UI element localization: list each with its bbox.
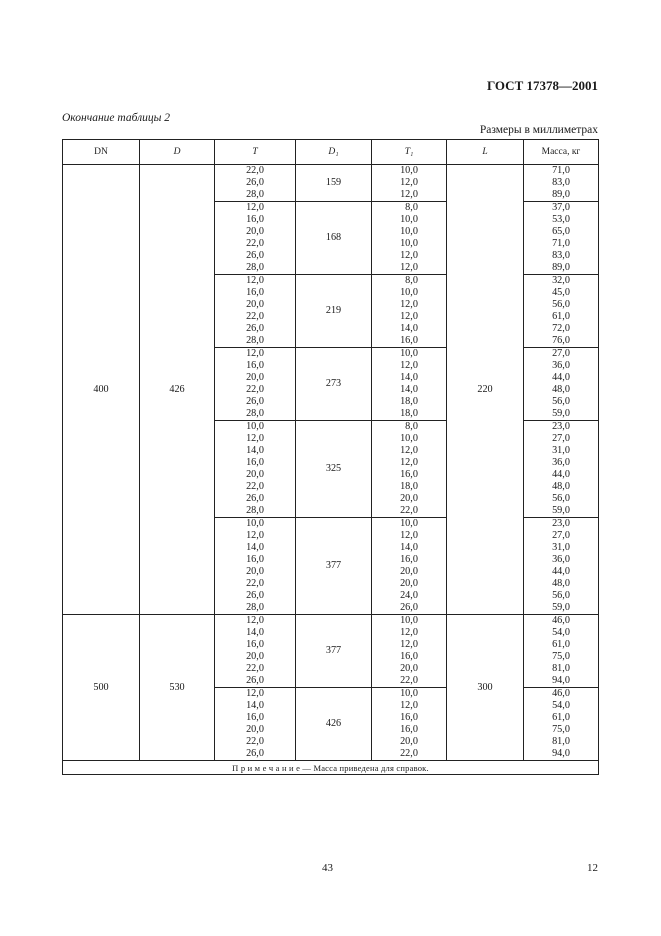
table-value: 83,0 [552, 250, 570, 261]
table-value: 12,0 [400, 360, 418, 371]
table-value: 75,0 [552, 651, 570, 662]
table-value: 20,0 [400, 736, 418, 747]
cell-l: 220 [447, 165, 524, 615]
table-value: 14,0 [400, 323, 418, 334]
table-value: 16,0 [246, 287, 264, 298]
table-value: 56,0 [552, 396, 570, 407]
table-value: 76,0 [552, 335, 570, 346]
table-row [63, 165, 599, 202]
cell-t-values [246, 615, 264, 687]
table-value: 22,0 [246, 165, 264, 176]
table-value: 72,0 [552, 323, 570, 334]
cell-t1-values [400, 615, 418, 687]
table-value: 89,0 [552, 189, 570, 200]
table-value: 20,0 [400, 493, 418, 504]
cell-t [215, 688, 296, 761]
cell-d1: 377 [296, 518, 372, 615]
table-value: 14,0 [246, 627, 264, 638]
table-value: 16,0 [400, 469, 418, 480]
cell-mass [524, 202, 599, 275]
dimensions-table [62, 139, 599, 775]
table-value: 26,0 [246, 590, 264, 601]
table-value: 22,0 [246, 481, 264, 492]
table-value: 59,0 [552, 602, 570, 613]
table-value: 10,0 [400, 165, 418, 176]
cell-mass-values [552, 615, 570, 687]
units-label: Размеры в миллиметрах [479, 124, 598, 136]
cell-t [215, 275, 296, 348]
table-value: 54,0 [552, 700, 570, 711]
table-value: 10,0 [400, 433, 418, 444]
table-value: 12,0 [400, 530, 418, 541]
cell-t [215, 615, 296, 688]
table-value: 14,0 [400, 542, 418, 553]
cell-mass [524, 518, 599, 615]
table-value: 10,0 [400, 688, 418, 699]
table-value: 20,0 [246, 299, 264, 310]
table-row [63, 615, 599, 688]
table-value: 12,0 [400, 445, 418, 456]
cell-t-values [246, 688, 264, 760]
cell-t1-values [400, 275, 418, 347]
table-value: 12,0 [400, 700, 418, 711]
table-value: 20,0 [400, 578, 418, 589]
table-value: 14,0 [400, 384, 418, 395]
table-value: 71,0 [552, 238, 570, 249]
table-value: 56,0 [552, 590, 570, 601]
table-value: 26,0 [246, 250, 264, 261]
cell-mass-values [552, 275, 570, 347]
cell-t1-values [400, 348, 418, 420]
table-value: 12,0 [400, 299, 418, 310]
table-value: 26,0 [400, 602, 418, 613]
cell-t1 [372, 165, 447, 202]
table-value: 27,0 [552, 530, 570, 541]
table-value: 12,0 [246, 433, 264, 444]
table-value: 12,0 [400, 262, 418, 273]
table-value: 16,0 [246, 457, 264, 468]
table-value: 14,0 [400, 372, 418, 383]
table-value: 8,0 [405, 275, 418, 286]
table-value: 56,0 [552, 493, 570, 504]
table-value: 16,0 [246, 712, 264, 723]
table-value: 12,0 [246, 348, 264, 359]
table-value: 12,0 [400, 639, 418, 650]
cell-t-values [246, 518, 264, 614]
table-value: 12,0 [246, 202, 264, 213]
col-header-t1: T₁ [372, 140, 447, 165]
cell-mass [524, 615, 599, 688]
table-value: 45,0 [552, 287, 570, 298]
table-value: 23,0 [552, 518, 570, 529]
table-value: 46,0 [552, 615, 570, 626]
cell-t1 [372, 348, 447, 421]
table-value: 18,0 [400, 396, 418, 407]
table-value: 61,0 [552, 639, 570, 650]
table-value: 16,0 [400, 651, 418, 662]
table-value: 48,0 [552, 384, 570, 395]
cell-t1-values [400, 202, 418, 274]
table-value: 22,0 [246, 311, 264, 322]
cell-t1 [372, 518, 447, 615]
cell-mass [524, 421, 599, 518]
table-value: 20,0 [246, 372, 264, 383]
cell-t [215, 348, 296, 421]
page-number: 43 [322, 862, 333, 874]
table-value: 10,0 [400, 518, 418, 529]
table-value: 18,0 [400, 481, 418, 492]
table-value: 27,0 [552, 348, 570, 359]
table-value: 20,0 [246, 651, 264, 662]
cell-mass-values [552, 688, 570, 760]
cell-mass [524, 165, 599, 202]
cell-t [215, 165, 296, 202]
table-value: 61,0 [552, 712, 570, 723]
table-value: 26,0 [246, 493, 264, 504]
table-value: 48,0 [552, 578, 570, 589]
table-value: 16,0 [400, 712, 418, 723]
table-value: 71,0 [552, 165, 570, 176]
table-value: 23,0 [552, 421, 570, 432]
table-value: 44,0 [552, 372, 570, 383]
table-value: 36,0 [552, 360, 570, 371]
table-caption: Окончание таблицы 2 [62, 112, 170, 124]
table-value: 10,0 [400, 348, 418, 359]
table-value: 22,0 [246, 238, 264, 249]
table-value: 81,0 [552, 736, 570, 747]
cell-d1: 426 [296, 688, 372, 761]
table-value: 12,0 [246, 530, 264, 541]
table-value: 8,0 [405, 421, 418, 432]
cell-mass-values [552, 202, 570, 274]
table-value: 12,0 [400, 189, 418, 200]
note-row [63, 761, 599, 775]
table-value: 28,0 [246, 189, 264, 200]
table-value: 10,0 [246, 518, 264, 529]
table-value: 12,0 [246, 615, 264, 626]
table-value: 20,0 [400, 566, 418, 577]
cell-t1 [372, 421, 447, 518]
cell-mass [524, 688, 599, 761]
cell-d1: 377 [296, 615, 372, 688]
cell-t1 [372, 275, 447, 348]
table-value: 54,0 [552, 627, 570, 638]
cell-mass-values [552, 518, 570, 614]
table-value: 28,0 [246, 602, 264, 613]
table-value: 14,0 [246, 700, 264, 711]
table-value: 59,0 [552, 505, 570, 516]
cell-t-values [246, 275, 264, 347]
table-value: 22,0 [246, 736, 264, 747]
table-value: 31,0 [552, 542, 570, 553]
cell-t1-values [400, 421, 418, 517]
table-value: 14,0 [246, 445, 264, 456]
table-value: 53,0 [552, 214, 570, 225]
table-value: 14,0 [246, 542, 264, 553]
table-value: 12,0 [400, 457, 418, 468]
table-value: 22,0 [246, 578, 264, 589]
table-value: 12,0 [400, 311, 418, 322]
cell-d1: 273 [296, 348, 372, 421]
table-value: 24,0 [400, 590, 418, 601]
cell-t [215, 518, 296, 615]
cell-t1 [372, 202, 447, 275]
table-value: 10,0 [400, 214, 418, 225]
cell-mass-values [552, 421, 570, 517]
table-value: 46,0 [552, 688, 570, 699]
table-value: 28,0 [246, 505, 264, 516]
table-value: 28,0 [246, 262, 264, 273]
col-header-dn: DN [63, 140, 140, 165]
table-value: 22,0 [246, 663, 264, 674]
table-value: 26,0 [246, 177, 264, 188]
cell-t1-values [400, 165, 418, 201]
table-value: 75,0 [552, 724, 570, 735]
table-value: 44,0 [552, 469, 570, 480]
cell-dn: 500 [63, 615, 140, 761]
table-value: 16,0 [246, 554, 264, 565]
table-value: 37,0 [552, 202, 570, 213]
col-header-d1: D₁ [296, 140, 372, 165]
table-note: П р и м е ч а н и е — Масса приведена для справок. [63, 761, 599, 775]
cell-dn: 400 [63, 165, 140, 615]
table-value: 22,0 [246, 384, 264, 395]
cell-d1: 325 [296, 421, 372, 518]
table-value: 94,0 [552, 675, 570, 686]
table-value: 26,0 [246, 675, 264, 686]
table-value: 16,0 [246, 214, 264, 225]
table-value: 26,0 [246, 748, 264, 759]
table-value: 61,0 [552, 311, 570, 322]
table-value: 20,0 [246, 566, 264, 577]
col-header-l: L [447, 140, 524, 165]
table-value: 22,0 [400, 675, 418, 686]
table-value: 20,0 [246, 724, 264, 735]
table-value: 26,0 [246, 396, 264, 407]
table-value: 10,0 [400, 226, 418, 237]
cell-d1: 159 [296, 165, 372, 202]
table-value: 12,0 [246, 688, 264, 699]
cell-d: 426 [140, 165, 215, 615]
table-value: 16,0 [246, 360, 264, 371]
table-value: 12,0 [400, 627, 418, 638]
col-header-mass: Масса, кг [524, 140, 599, 165]
cell-t1 [372, 615, 447, 688]
table-value: 59,0 [552, 408, 570, 419]
table-value: 16,0 [400, 724, 418, 735]
cell-t1-values [400, 688, 418, 760]
table-value: 18,0 [400, 408, 418, 419]
cell-mass-values [552, 348, 570, 420]
cell-t-values [246, 165, 264, 201]
table-value: 65,0 [552, 226, 570, 237]
table-value: 36,0 [552, 457, 570, 468]
cell-l: 300 [447, 615, 524, 761]
col-header-d: D [140, 140, 215, 165]
col-header-t: T [215, 140, 296, 165]
table-value: 22,0 [400, 748, 418, 759]
cell-t [215, 421, 296, 518]
cell-t-values [246, 348, 264, 420]
cell-mass [524, 348, 599, 421]
cell-t-values [246, 202, 264, 274]
table-value: 22,0 [400, 505, 418, 516]
table-value: 48,0 [552, 481, 570, 492]
table-value: 16,0 [246, 639, 264, 650]
cell-t [215, 202, 296, 275]
table-value: 27,0 [552, 433, 570, 444]
standard-code: ГОСТ 17378—2001 [486, 78, 598, 93]
table-value: 12,0 [400, 250, 418, 261]
table-value: 83,0 [552, 177, 570, 188]
cell-t-values [246, 421, 264, 517]
table-value: 36,0 [552, 554, 570, 565]
table-value: 10,0 [400, 238, 418, 249]
table-value: 31,0 [552, 445, 570, 456]
table-value: 56,0 [552, 299, 570, 310]
table-value: 26,0 [246, 323, 264, 334]
table-value: 10,0 [246, 421, 264, 432]
table-value: 20,0 [246, 226, 264, 237]
cell-d1: 168 [296, 202, 372, 275]
cell-t1 [372, 688, 447, 761]
cell-mass [524, 275, 599, 348]
table-value: 81,0 [552, 663, 570, 674]
cell-t1-values [400, 518, 418, 614]
table-value: 10,0 [400, 287, 418, 298]
cell-d: 530 [140, 615, 215, 761]
table-value: 16,0 [400, 554, 418, 565]
table-value: 44,0 [552, 566, 570, 577]
table-value: 12,0 [246, 275, 264, 286]
table-header-row [63, 140, 599, 165]
table-value: 12,0 [400, 177, 418, 188]
table-value: 20,0 [400, 663, 418, 674]
table-value: 32,0 [552, 275, 570, 286]
table-value: 16,0 [400, 335, 418, 346]
cell-mass-values [552, 165, 570, 201]
table-value: 28,0 [246, 408, 264, 419]
cell-d1: 219 [296, 275, 372, 348]
table-value: 89,0 [552, 262, 570, 273]
sheet-number: 12 [587, 862, 598, 874]
table-value: 94,0 [552, 748, 570, 759]
table-value: 8,0 [405, 202, 418, 213]
table-value: 20,0 [246, 469, 264, 480]
table-value: 28,0 [246, 335, 264, 346]
table-value: 10,0 [400, 615, 418, 626]
